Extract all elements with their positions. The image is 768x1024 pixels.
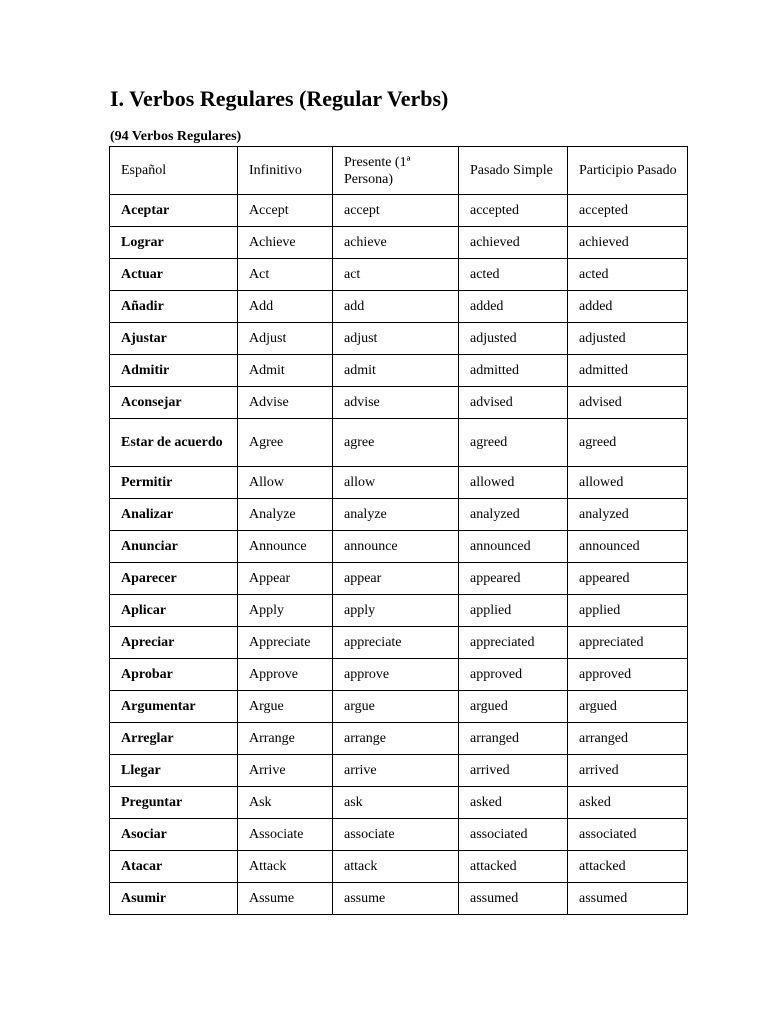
cell-espanol: Lograr: [110, 227, 238, 259]
cell-infinitivo: Adjust: [238, 323, 333, 355]
cell-participio-pasado: advised: [568, 387, 688, 419]
table-row: [110, 627, 688, 659]
cell-pasado-simple: achieved: [459, 227, 568, 259]
table-row: [110, 819, 688, 851]
table-row: [110, 355, 688, 387]
table-row: [110, 883, 688, 915]
cell-espanol: Asociar: [110, 819, 238, 851]
cell-presente: analyze: [333, 499, 459, 531]
cell-espanol: Aprobar: [110, 659, 238, 691]
table-row: [110, 467, 688, 499]
cell-espanol: Ajustar: [110, 323, 238, 355]
cell-pasado-simple: approved: [459, 659, 568, 691]
table-row: [110, 259, 688, 291]
cell-presente: arrange: [333, 723, 459, 755]
cell-pasado-simple: arrived: [459, 755, 568, 787]
cell-espanol: Estar de acuerdo: [110, 419, 238, 467]
cell-infinitivo: Arrive: [238, 755, 333, 787]
cell-espanol: Actuar: [110, 259, 238, 291]
cell-infinitivo: Act: [238, 259, 333, 291]
cell-presente: assume: [333, 883, 459, 915]
header-infinitivo: Infinitivo: [238, 147, 333, 195]
cell-infinitivo: Associate: [238, 819, 333, 851]
cell-participio-pasado: added: [568, 291, 688, 323]
table-row: [110, 595, 688, 627]
cell-pasado-simple: appreciated: [459, 627, 568, 659]
table-row: [110, 323, 688, 355]
table-row: [110, 531, 688, 563]
cell-pasado-simple: attacked: [459, 851, 568, 883]
header-espanol: Español: [110, 147, 238, 195]
cell-infinitivo: Announce: [238, 531, 333, 563]
cell-pasado-simple: adjusted: [459, 323, 568, 355]
table-row: [110, 291, 688, 323]
cell-presente: accept: [333, 195, 459, 227]
cell-espanol: Llegar: [110, 755, 238, 787]
header-presente: Presente (1ª Persona): [333, 147, 459, 195]
table-header: [110, 147, 688, 195]
cell-presente: agree: [333, 419, 459, 467]
cell-infinitivo: Add: [238, 291, 333, 323]
cell-participio-pasado: announced: [568, 531, 688, 563]
page-subtitle: (94 Verbos Regulares): [110, 129, 242, 144]
cell-presente: appear: [333, 563, 459, 595]
cell-espanol: Arreglar: [110, 723, 238, 755]
table-row: [110, 659, 688, 691]
cell-infinitivo: Apply: [238, 595, 333, 627]
cell-participio-pasado: appeared: [568, 563, 688, 595]
cell-pasado-simple: announced: [459, 531, 568, 563]
cell-espanol: Analizar: [110, 499, 238, 531]
cell-presente: arrive: [333, 755, 459, 787]
cell-infinitivo: Achieve: [238, 227, 333, 259]
cell-presente: apply: [333, 595, 459, 627]
cell-participio-pasado: agreed: [568, 419, 688, 467]
cell-participio-pasado: argued: [568, 691, 688, 723]
cell-presente: add: [333, 291, 459, 323]
table-row: [110, 691, 688, 723]
cell-presente: associate: [333, 819, 459, 851]
cell-pasado-simple: argued: [459, 691, 568, 723]
cell-infinitivo: Advise: [238, 387, 333, 419]
cell-presente: ask: [333, 787, 459, 819]
cell-infinitivo: Allow: [238, 467, 333, 499]
page-title: I. Verbos Regulares (Regular Verbs): [110, 86, 449, 111]
cell-pasado-simple: applied: [459, 595, 568, 627]
cell-presente: act: [333, 259, 459, 291]
cell-infinitivo: Appreciate: [238, 627, 333, 659]
cell-pasado-simple: analyzed: [459, 499, 568, 531]
table-row: [110, 755, 688, 787]
cell-infinitivo: Approve: [238, 659, 333, 691]
cell-espanol: Atacar: [110, 851, 238, 883]
cell-participio-pasado: attacked: [568, 851, 688, 883]
cell-presente: announce: [333, 531, 459, 563]
cell-presente: adjust: [333, 323, 459, 355]
cell-participio-pasado: allowed: [568, 467, 688, 499]
cell-pasado-simple: admitted: [459, 355, 568, 387]
cell-presente: argue: [333, 691, 459, 723]
verbs-table: [109, 146, 688, 915]
cell-participio-pasado: adjusted: [568, 323, 688, 355]
cell-participio-pasado: assumed: [568, 883, 688, 915]
cell-participio-pasado: arranged: [568, 723, 688, 755]
table-row: [110, 419, 688, 467]
table-row: [110, 499, 688, 531]
cell-pasado-simple: accepted: [459, 195, 568, 227]
cell-pasado-simple: associated: [459, 819, 568, 851]
table-body: [110, 195, 688, 915]
table-row: [110, 387, 688, 419]
cell-espanol: Preguntar: [110, 787, 238, 819]
cell-presente: attack: [333, 851, 459, 883]
cell-participio-pasado: applied: [568, 595, 688, 627]
cell-presente: admit: [333, 355, 459, 387]
cell-pasado-simple: advised: [459, 387, 568, 419]
cell-espanol: Admitir: [110, 355, 238, 387]
cell-pasado-simple: added: [459, 291, 568, 323]
table-row: [110, 723, 688, 755]
cell-participio-pasado: associated: [568, 819, 688, 851]
cell-pasado-simple: allowed: [459, 467, 568, 499]
cell-pasado-simple: appeared: [459, 563, 568, 595]
table-row: [110, 787, 688, 819]
cell-presente: achieve: [333, 227, 459, 259]
cell-espanol: Aparecer: [110, 563, 238, 595]
cell-presente: advise: [333, 387, 459, 419]
table-row: [110, 227, 688, 259]
cell-infinitivo: Appear: [238, 563, 333, 595]
cell-espanol: Argumentar: [110, 691, 238, 723]
cell-infinitivo: Ask: [238, 787, 333, 819]
cell-infinitivo: Admit: [238, 355, 333, 387]
cell-pasado-simple: assumed: [459, 883, 568, 915]
cell-presente: approve: [333, 659, 459, 691]
cell-participio-pasado: accepted: [568, 195, 688, 227]
cell-infinitivo: Analyze: [238, 499, 333, 531]
table-row: [110, 195, 688, 227]
cell-participio-pasado: arrived: [568, 755, 688, 787]
cell-infinitivo: Arrange: [238, 723, 333, 755]
cell-infinitivo: Assume: [238, 883, 333, 915]
header-participio-pasado: Participio Pasado: [568, 147, 688, 195]
cell-espanol: Permitir: [110, 467, 238, 499]
cell-espanol: Añadir: [110, 291, 238, 323]
table-row: [110, 563, 688, 595]
cell-presente: allow: [333, 467, 459, 499]
cell-infinitivo: Argue: [238, 691, 333, 723]
cell-pasado-simple: agreed: [459, 419, 568, 467]
cell-espanol: Aplicar: [110, 595, 238, 627]
cell-participio-pasado: achieved: [568, 227, 688, 259]
cell-espanol: Asumir: [110, 883, 238, 915]
cell-espanol: Aconsejar: [110, 387, 238, 419]
cell-espanol: Anunciar: [110, 531, 238, 563]
header-row: [110, 147, 688, 195]
cell-participio-pasado: asked: [568, 787, 688, 819]
cell-espanol: Apreciar: [110, 627, 238, 659]
cell-pasado-simple: arranged: [459, 723, 568, 755]
header-pasado-simple: Pasado Simple: [459, 147, 568, 195]
cell-presente: appreciate: [333, 627, 459, 659]
cell-pasado-simple: asked: [459, 787, 568, 819]
cell-espanol: Aceptar: [110, 195, 238, 227]
cell-participio-pasado: acted: [568, 259, 688, 291]
cell-participio-pasado: approved: [568, 659, 688, 691]
table-row: [110, 851, 688, 883]
cell-pasado-simple: acted: [459, 259, 568, 291]
cell-participio-pasado: admitted: [568, 355, 688, 387]
cell-participio-pasado: appreciated: [568, 627, 688, 659]
cell-infinitivo: Agree: [238, 419, 333, 467]
cell-infinitivo: Attack: [238, 851, 333, 883]
cell-infinitivo: Accept: [238, 195, 333, 227]
cell-participio-pasado: analyzed: [568, 499, 688, 531]
